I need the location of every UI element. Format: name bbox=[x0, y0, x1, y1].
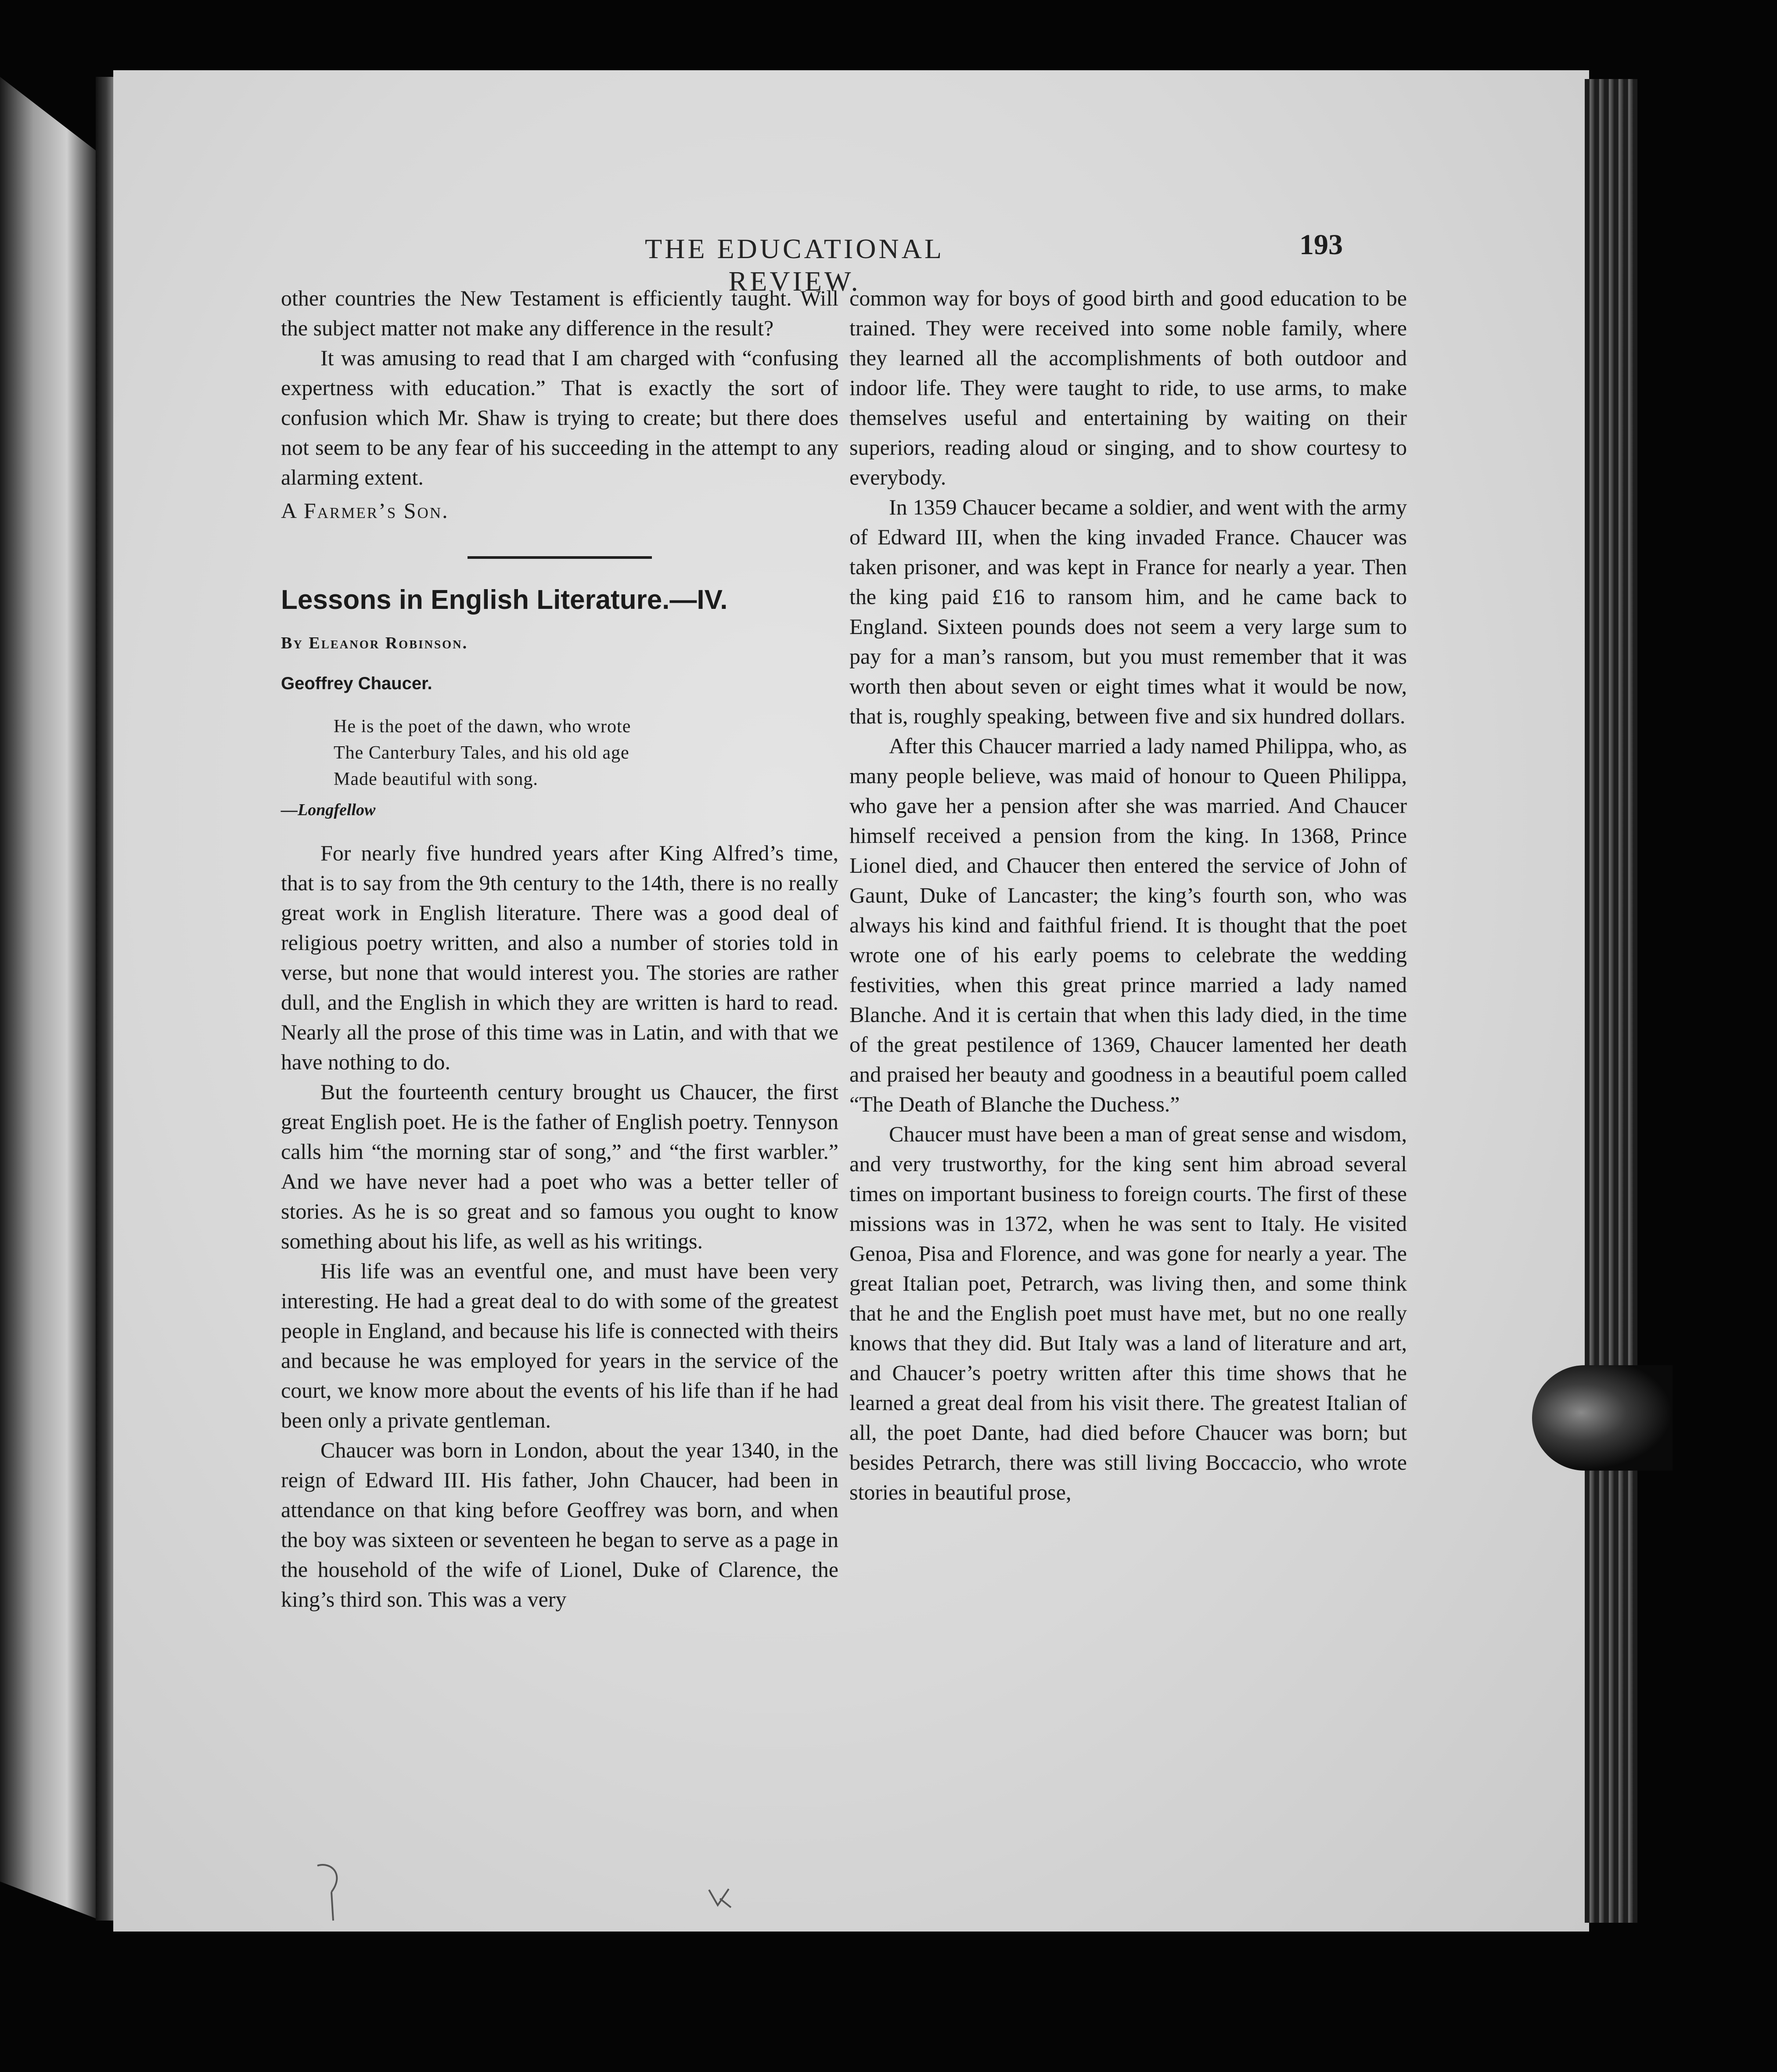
left-column bbox=[281, 283, 838, 1614]
book-gutter bbox=[96, 77, 113, 1921]
section-rule bbox=[468, 556, 652, 559]
epigraph-line: The Canterbury Tales, and his old age bbox=[334, 743, 630, 763]
epigraph-line: Made beautiful with song. bbox=[334, 769, 538, 789]
body-paragraph: common way for boys of good birth and good education to be trained. They were received into some noble family, where they learned all the accomplishments of both outdoor and indoor life. They were taught to ride, to use arms, to make themselves useful and entertaining by waiting on their superiors, reading aloud or singing, and to show courtesy to everybody. bbox=[849, 286, 1407, 489]
body-paragraph: His life was an eventful one, and must have been very interesting. He had a great deal to do with some of the greatest people in England, and because his life is connected with theirs and because he was employed for years in the service of the court, we know more about the events of his life than if he had been only a private gentleman. bbox=[281, 1259, 838, 1432]
pencil-mark bbox=[707, 1885, 733, 1912]
page-stack-edge bbox=[1585, 79, 1637, 1923]
body-paragraph: But the fourteenth century brought us Chaucer, the first great English poet. He is the father of English poetry. Tennyson calls him “the morning star of song,” and “the first warbler.” And we have never had a poet who was a better teller of stories. As he is so great and so famous you ought to know something about his life, as well as his writings. bbox=[281, 1079, 838, 1253]
article-title: Lessons in English Literature.—IV. bbox=[281, 585, 728, 615]
body-paragraph: Chaucer must have been a man of great sense and wisdom, and very trustworthy, for the king sent him abroad several times on important business to foreign courts. The first of these missions was in 1372, when he was sent to Italy. He visited Genoa, Pisa and Florence, and was gone for nearly a year. The great Italian poet, Petrarch, was living then, and some think that he and the English poet must have met, but no one really knows that they did. But Italy was a land of literature and art, and Chaucer’s poetry written after this time shows that he learned a great deal from his visit there. The greatest Italian of all, the poet Dante, had died before Chaucer was born; but besides Petrarch, there was still living Boccaccio, who wrote stories in beautiful prose, bbox=[849, 1122, 1407, 1504]
body-paragraph: After this Chaucer married a lady named Philippa, who, as many people believe, was maid of honour to Queen Philippa, who gave her a pension after she was married. And Chaucer himself received a pension from the king. In 1368, Prince Lionel died, and Chaucer then entered the service of John of Gaunt, Duke of Lancaster; the king’s fourth son, who was always his kind and faithful friend. It is thought that the poet wrote one of his early poems to celebrate the wedding festivities, when this great prince married a lady named Blanche. And it is certain that when this lady died, in the time of the great pestilence of 1369, Chaucer lamented her death and praised her beauty and goodness in a beautiful poem called “The Death of Blanche the Duchess.” bbox=[849, 734, 1407, 1116]
binding-clip bbox=[1532, 1365, 1673, 1471]
body-paragraph: Chaucer was born in London, about the year 1340, in the reign of Edward III. His father, John Chaucer, had been in attendance on that king before Geoffrey was born, and when the boy was sixteen or seventeen he began to serve as a page in the household of the wife of Lionel, Duke of Clarence, the king’s third son. This was a very bbox=[281, 1438, 838, 1612]
pencil-mark bbox=[314, 1861, 349, 1923]
article-subheading: Geoffrey Chaucer. bbox=[281, 674, 432, 693]
epigraph-line: He is the poet of the dawn, who wrote bbox=[334, 716, 631, 737]
continuation-paragraph: other countries the New Testament is efficiently taught. Will the subject matter not make any difference in the result? bbox=[281, 286, 838, 340]
body-paragraph: In 1359 Chaucer became a soldier, and went with the army of Edward III, when the king invaded France. Chaucer was taken prisoner, and was kept in France for nearly a year. Then the king paid £16 to ransom him, and he came back to England. Sixteen pounds does not seem a very large sum to pay for a man’s ransom, but you must remember that it was worth then about seven or eight times what it would be now, that is, roughly speaking, between five and six hundred dollars. bbox=[849, 495, 1407, 728]
page-number: 193 bbox=[1299, 229, 1343, 261]
running-head: THE EDUCATIONAL REVIEW. bbox=[645, 233, 944, 297]
previous-page-edge bbox=[0, 77, 96, 1918]
article-byline: By Eleanor Robinson. bbox=[281, 634, 468, 652]
continuation-paragraph: It was amusing to read that I am charged with “confusing expertness with education.” That is exactly the sort of confusion which Mr. Shaw is trying to create; but there does not seem to be any fear of his succeeding in the attempt to any alarming extent. bbox=[281, 345, 838, 489]
epigraph-attribution: —Longfellow bbox=[281, 801, 376, 819]
right-column bbox=[849, 283, 1407, 1507]
letter-signature: A Farmer’s Son. bbox=[281, 498, 449, 523]
epigraph bbox=[334, 713, 838, 792]
body-paragraph: For nearly five hundred years after King Alfred’s time, that is to say from the 9th century to the 14th, there is no really great work in English literature. There was a good deal of religious poetry written, and also a number of stories told in verse, but none that would interest you. The stories are rather dull, and the English in which they are written is hard to read. Nearly all the prose of this time was in Latin, and with that we have nothing to do. bbox=[281, 841, 838, 1074]
